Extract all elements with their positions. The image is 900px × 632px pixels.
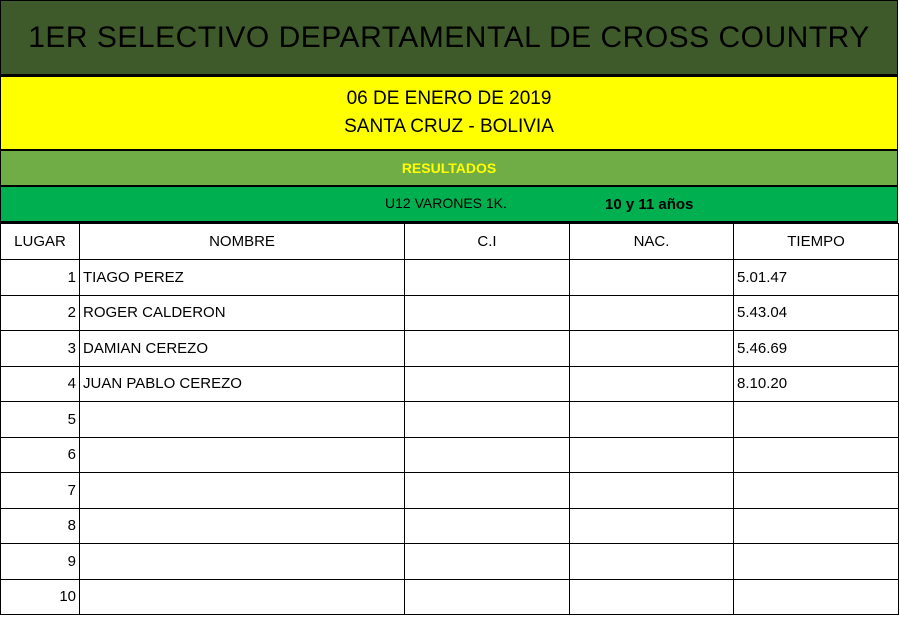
table-row: [1, 437, 899, 473]
athlete-name-cell: [80, 508, 405, 544]
table-row: [1, 508, 899, 544]
nationality-cell: [570, 508, 734, 544]
time-cell: [734, 579, 899, 615]
place-cell: 7: [1, 473, 80, 509]
time-cell: [734, 508, 899, 544]
table-row: [1, 402, 899, 438]
table-row: [1, 544, 899, 580]
table-row: [1, 295, 899, 331]
ci-cell: [405, 402, 570, 438]
nationality-cell: [570, 260, 734, 296]
event-location: SANTA CRUZ - BOLIVIA: [344, 116, 554, 137]
ci-cell: [405, 366, 570, 402]
nationality-cell: [570, 402, 734, 438]
athlete-name-cell: [80, 437, 405, 473]
time-cell: 8.10.20: [734, 366, 899, 402]
table-row: [1, 473, 899, 509]
place-cell: 6: [1, 437, 80, 473]
athlete-name-cell: DAMIAN CEREZO: [80, 331, 405, 367]
column-header-place: LUGAR: [1, 224, 80, 260]
place-cell: 9: [1, 544, 80, 580]
time-cell: [734, 544, 899, 580]
ci-cell: [405, 579, 570, 615]
ci-cell: [405, 295, 570, 331]
column-header-time: TIEMPO: [734, 224, 899, 260]
event-title: 1ER SELECTIVO DEPARTAMENTAL DE CROSS COUNTRY: [0, 0, 898, 76]
table-row: [1, 331, 899, 367]
place-cell: 2: [1, 295, 80, 331]
place-cell: 3: [1, 331, 80, 367]
nationality-cell: [570, 473, 734, 509]
place-cell: 10: [1, 579, 80, 615]
results-table-body: [1, 260, 899, 615]
place-cell: 8: [1, 508, 80, 544]
time-cell: [734, 473, 899, 509]
place-cell: 4: [1, 366, 80, 402]
ci-cell: [405, 437, 570, 473]
age-group-label: 10 y 11 años: [605, 196, 694, 213]
athlete-name-cell: TIAGO PEREZ: [80, 260, 405, 296]
time-cell: 5.46.69: [734, 331, 899, 367]
ci-cell: [405, 473, 570, 509]
results-heading: RESULTADOS: [0, 150, 898, 186]
event-info-band: [0, 76, 898, 150]
category-label: U12 VARONES 1K.: [385, 195, 507, 211]
column-header-nac: NAC.: [570, 224, 734, 260]
nationality-cell: [570, 544, 734, 580]
athlete-name-cell: [80, 473, 405, 509]
table-header-row: [1, 224, 899, 260]
place-cell: 5: [1, 402, 80, 438]
nationality-cell: [570, 331, 734, 367]
ci-cell: [405, 260, 570, 296]
athlete-name-cell: ROGER CALDERON: [80, 295, 405, 331]
nationality-cell: [570, 295, 734, 331]
nationality-cell: [570, 579, 734, 615]
time-cell: [734, 437, 899, 473]
category-band: [0, 186, 898, 223]
column-header-name: NOMBRE: [80, 224, 405, 260]
time-cell: [734, 402, 899, 438]
table-row: [1, 579, 899, 615]
table-row: [1, 260, 899, 296]
nationality-cell: [570, 437, 734, 473]
results-table: [0, 223, 899, 615]
time-cell: 5.43.04: [734, 295, 899, 331]
ci-cell: [405, 508, 570, 544]
ci-cell: [405, 331, 570, 367]
nationality-cell: [570, 366, 734, 402]
ci-cell: [405, 544, 570, 580]
column-header-ci: C.I: [405, 224, 570, 260]
place-cell: 1: [1, 260, 80, 296]
event-date: 06 DE ENERO DE 2019: [346, 88, 552, 109]
athlete-name-cell: [80, 402, 405, 438]
athlete-name-cell: [80, 544, 405, 580]
table-row: [1, 366, 899, 402]
athlete-name-cell: [80, 579, 405, 615]
athlete-name-cell: JUAN PABLO CEREZO: [80, 366, 405, 402]
time-cell: 5.01.47: [734, 260, 899, 296]
